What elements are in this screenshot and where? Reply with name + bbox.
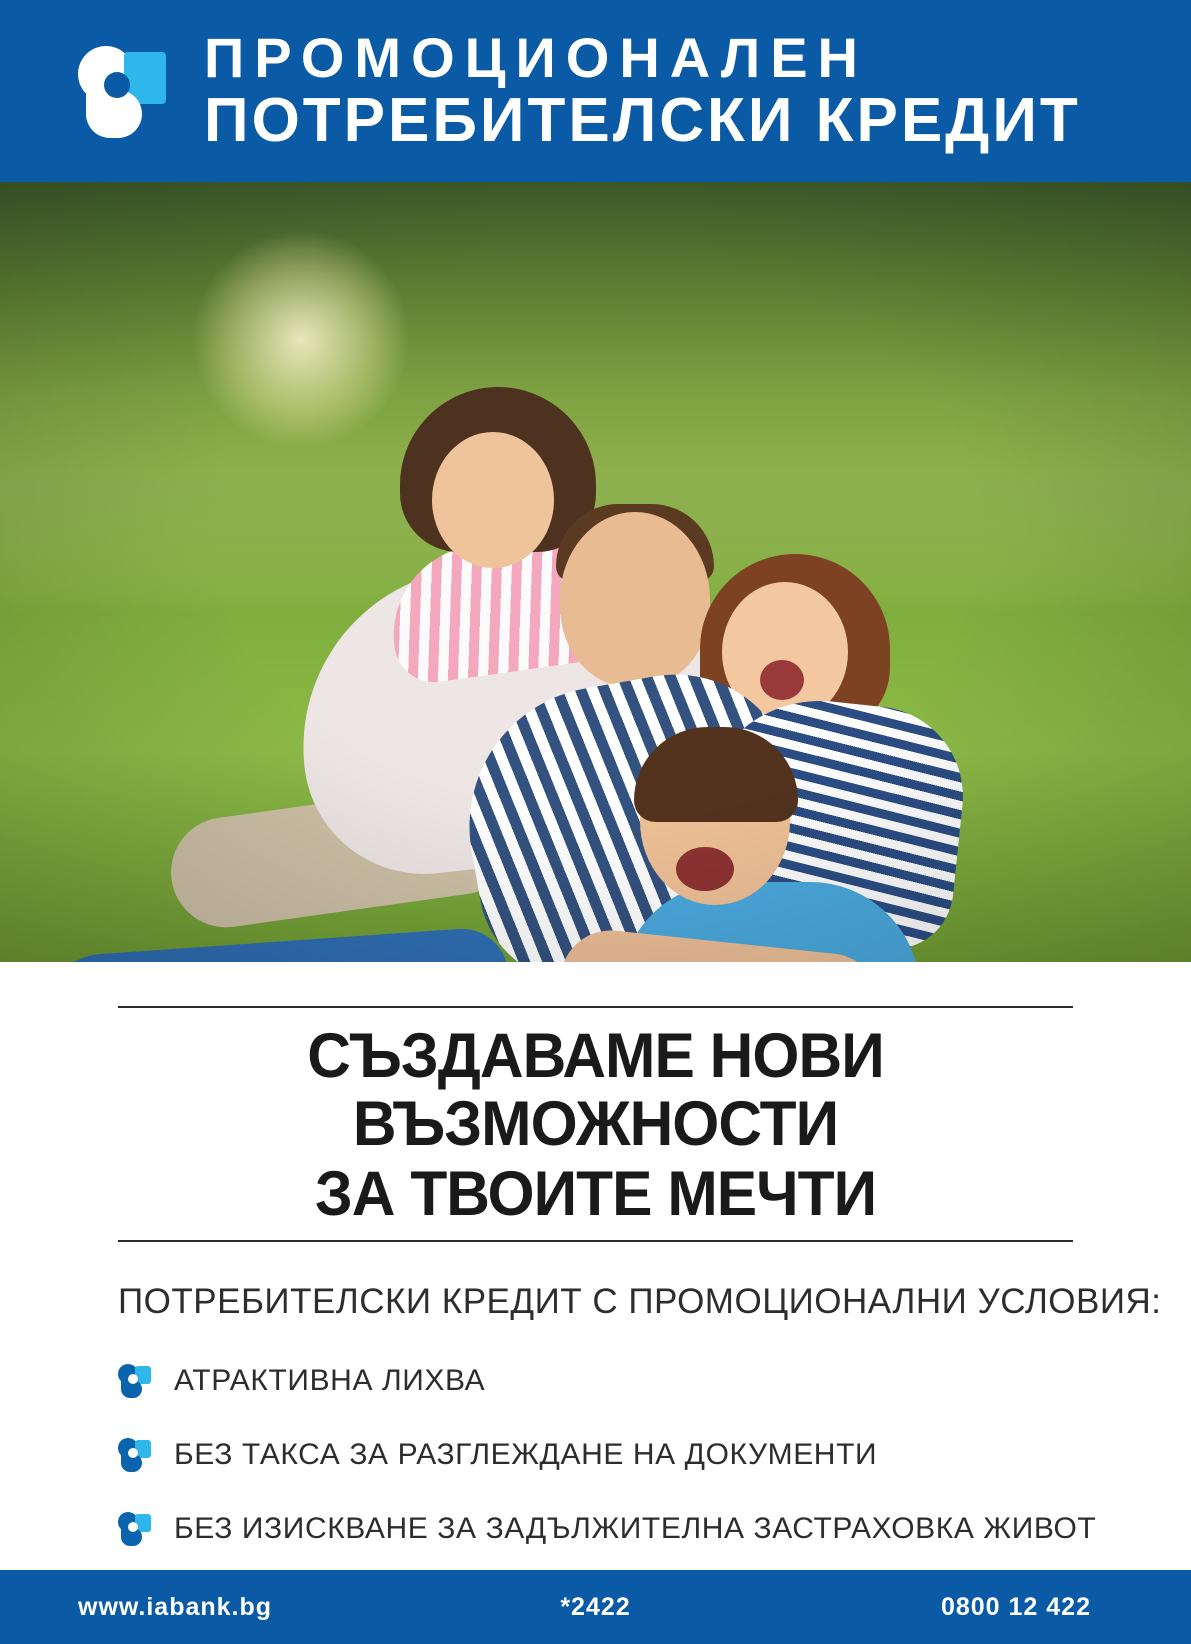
header-title-line2: ПОТРЕБИТЕЛСКИ КРЕДИТ: [204, 86, 1081, 155]
subheadline: ПОТРЕБИТЕЛСКИ КРЕДИТ С ПРОМОЦИОНАЛНИ УСЛОВИЯ:: [118, 1282, 1162, 1322]
poster-footer: [0, 1570, 1191, 1644]
benefits-list: [118, 1364, 1097, 1546]
list-item: [118, 1438, 1073, 1472]
poster-content: [0, 962, 1191, 1546]
headline-line2: ЗА ТВОИТЕ МЕЧТИ: [314, 1159, 877, 1230]
phone-number[interactable]: 0800 12 422: [940, 1592, 1091, 1621]
headline-line1: СЪЗДАВАМЕ НОВИ ВЪЗМОЖНОСТИ: [307, 1021, 884, 1160]
benefit-label: БЕЗ ИЗИСКВАНЕ ЗА ЗАДЪЛЖИТЕЛНА ЗАСТРАХОВКА ЖИВОТ: [174, 1512, 1097, 1546]
website-link[interactable]: www.iabank.bg: [78, 1592, 273, 1621]
iabank-bullet-icon: [118, 1512, 152, 1546]
short-number[interactable]: *2422: [560, 1592, 631, 1621]
header-title-block: [204, 25, 1081, 155]
poster-header: [0, 0, 1191, 182]
benefit-label: АТРАКТИВНА ЛИХВА: [174, 1364, 486, 1398]
list-item: [118, 1512, 1097, 1546]
iabank-bullet-icon: [118, 1438, 152, 1472]
iabank-logo-icon: [78, 46, 170, 138]
iabank-bullet-icon: [118, 1364, 152, 1398]
list-item: [118, 1364, 1073, 1398]
divider-bottom: [118, 1240, 1073, 1242]
benefit-label: БЕЗ ТАКСА ЗА РАЗГЛЕЖДАНЕ НА ДОКУМЕНТИ: [174, 1438, 878, 1472]
hero-vignette: [0, 182, 1191, 962]
divider-top: [118, 1006, 1073, 1008]
hero-image: [0, 182, 1191, 962]
header-title-line1: ПРОМОЦИОНАЛЕН: [204, 25, 868, 89]
